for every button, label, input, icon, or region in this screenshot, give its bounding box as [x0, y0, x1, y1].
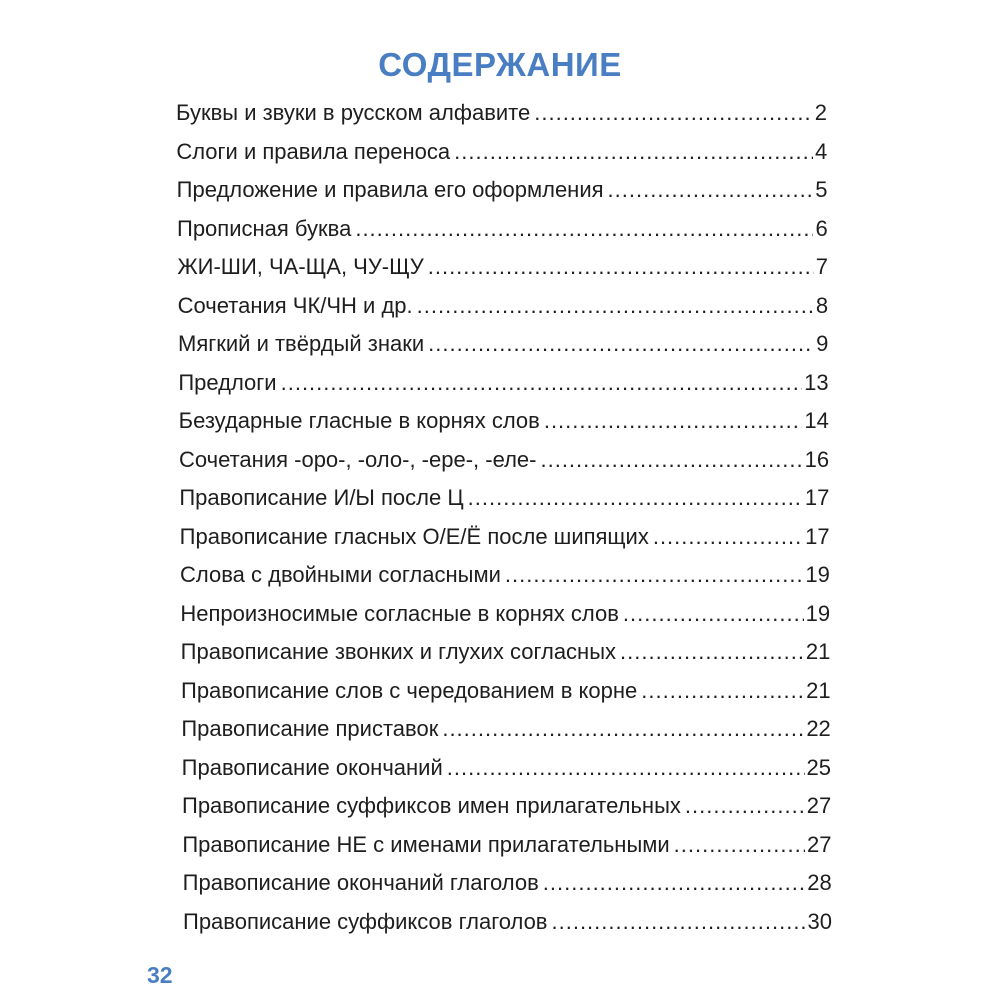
dot-leader: [653, 522, 803, 552]
dot-leader: [543, 868, 805, 898]
toc-entry-title: Прописная буква: [177, 215, 352, 241]
toc-entry-title: ЖИ-ШИ, ЧА-ЩА, ЧУ-ЩУ: [177, 254, 424, 280]
dot-leader: [540, 445, 802, 475]
toc-entry-page: 4: [814, 138, 828, 164]
dot-leader: [685, 791, 805, 821]
toc-entry-title: Предлоги: [178, 369, 277, 395]
toc-entry-title: Слоги и правила переноса: [176, 138, 451, 164]
toc-entry-page: 25: [806, 754, 832, 780]
toc-entry: [178, 368, 828, 398]
dot-leader: [428, 329, 814, 359]
toc-entry-page: 8: [815, 292, 829, 318]
dot-leader: [608, 175, 814, 205]
toc-entry: [181, 637, 831, 667]
toc-entry-page: 28: [807, 870, 832, 896]
toc-entry: [177, 214, 828, 244]
dot-leader: [534, 98, 813, 128]
toc-entry: [179, 483, 829, 513]
toc-entry: [179, 445, 829, 475]
toc-entry-page: 5: [815, 177, 828, 203]
toc-entry-title: Мягкий и твёрдый знаки: [178, 331, 425, 357]
toc-entry: [180, 560, 830, 590]
toc-entry-title: Слова с двойными согласными: [180, 562, 501, 588]
dot-leader: [355, 214, 813, 244]
toc-entry: [182, 791, 831, 821]
dot-leader: [417, 291, 814, 321]
toc-entry-title: Правописание приставок: [181, 716, 439, 742]
dot-leader: [544, 406, 803, 436]
toc-entry-page: 7: [815, 254, 828, 280]
toc-entry-title: Правописание гласных О/Е/Ё после шипящих: [179, 523, 649, 549]
toc-entry-page: 21: [805, 639, 831, 665]
toc-entry: [178, 291, 829, 321]
toc-entry: [177, 175, 828, 205]
toc-entry: [177, 252, 828, 282]
toc-entry-title: Правописание слов с чередованием в корне: [181, 677, 638, 703]
toc-entry-page: 19: [805, 562, 830, 588]
toc-entry: [178, 329, 828, 359]
dot-leader: [454, 137, 813, 167]
toc-entry-title: Правописание И/Ы после Ц: [179, 485, 464, 511]
dot-leader: [468, 483, 803, 513]
toc-entry: [182, 830, 831, 860]
toc-entry: [183, 868, 832, 898]
toc-entry-page: 27: [806, 793, 832, 819]
toc-entry-title: Предложение и правила его оформления: [176, 177, 604, 203]
toc-entry-title: Сочетания ЧК/ЧН и др.: [177, 292, 413, 318]
dot-leader: [623, 599, 804, 629]
toc-entry-page: 13: [804, 369, 829, 395]
toc-entry: [180, 522, 830, 552]
toc-entry: [181, 676, 831, 706]
toc-entry-title: Буквы и звуки в русском алфавите: [176, 100, 531, 125]
page-title: СОДЕРЖАНИЕ: [378, 46, 622, 83]
toc-entry: [176, 137, 827, 167]
dot-leader: [552, 907, 806, 937]
toc-entry-page: 16: [804, 446, 830, 472]
toc-entry-page: 30: [807, 909, 832, 934]
toc-entry: [176, 98, 827, 128]
dot-leader: [281, 368, 803, 398]
toc-entry-page: 6: [815, 215, 828, 241]
toc-entry-page: 19: [805, 600, 831, 626]
dot-leader: [447, 753, 805, 783]
dot-leader: [674, 830, 805, 860]
dot-leader: [505, 560, 803, 590]
toc-entry: [182, 753, 831, 783]
dot-leader: [442, 714, 804, 744]
toc-entry-title: Правописание окончаний: [181, 754, 443, 780]
toc-entry-page: 14: [804, 408, 829, 434]
toc-entry-title: Безударные гласные в корнях слов: [178, 408, 540, 434]
toc-entry-title: Сочетания -оро-, -оло-, -ере-, -еле-: [179, 446, 537, 472]
toc-entry-title: Правописание звонких и глухих согласных: [180, 639, 617, 665]
toc-entry: [179, 406, 829, 436]
dot-leader: [620, 637, 804, 667]
toc-entry-page: 2: [814, 100, 827, 125]
toc-entry-page: 9: [816, 331, 829, 357]
dot-leader: [428, 252, 814, 282]
toc-entry-title: Непроизносимые согласные в корнях слов: [180, 600, 619, 626]
toc-entry: [183, 907, 832, 937]
page-number: 32: [147, 962, 173, 988]
toc-entry: [180, 599, 830, 629]
toc-entry-title: Правописание суффиксов имен прилагательных: [182, 793, 681, 819]
toc-entry-page: 22: [806, 716, 831, 742]
toc-entry-title: Правописание суффиксов глаголов: [183, 909, 548, 934]
toc-entry-page: 27: [807, 831, 832, 857]
dot-leader: [641, 676, 804, 706]
toc-entry-page: 21: [806, 677, 831, 703]
toc-entry-title: Правописание НЕ с именами прилагательными: [182, 831, 670, 857]
toc-entry-page: 17: [804, 485, 830, 511]
toc-entry: [181, 714, 830, 744]
toc-entry-title: Правописание окончаний глаголов: [182, 870, 539, 896]
toc-entry-page: 17: [805, 523, 830, 549]
